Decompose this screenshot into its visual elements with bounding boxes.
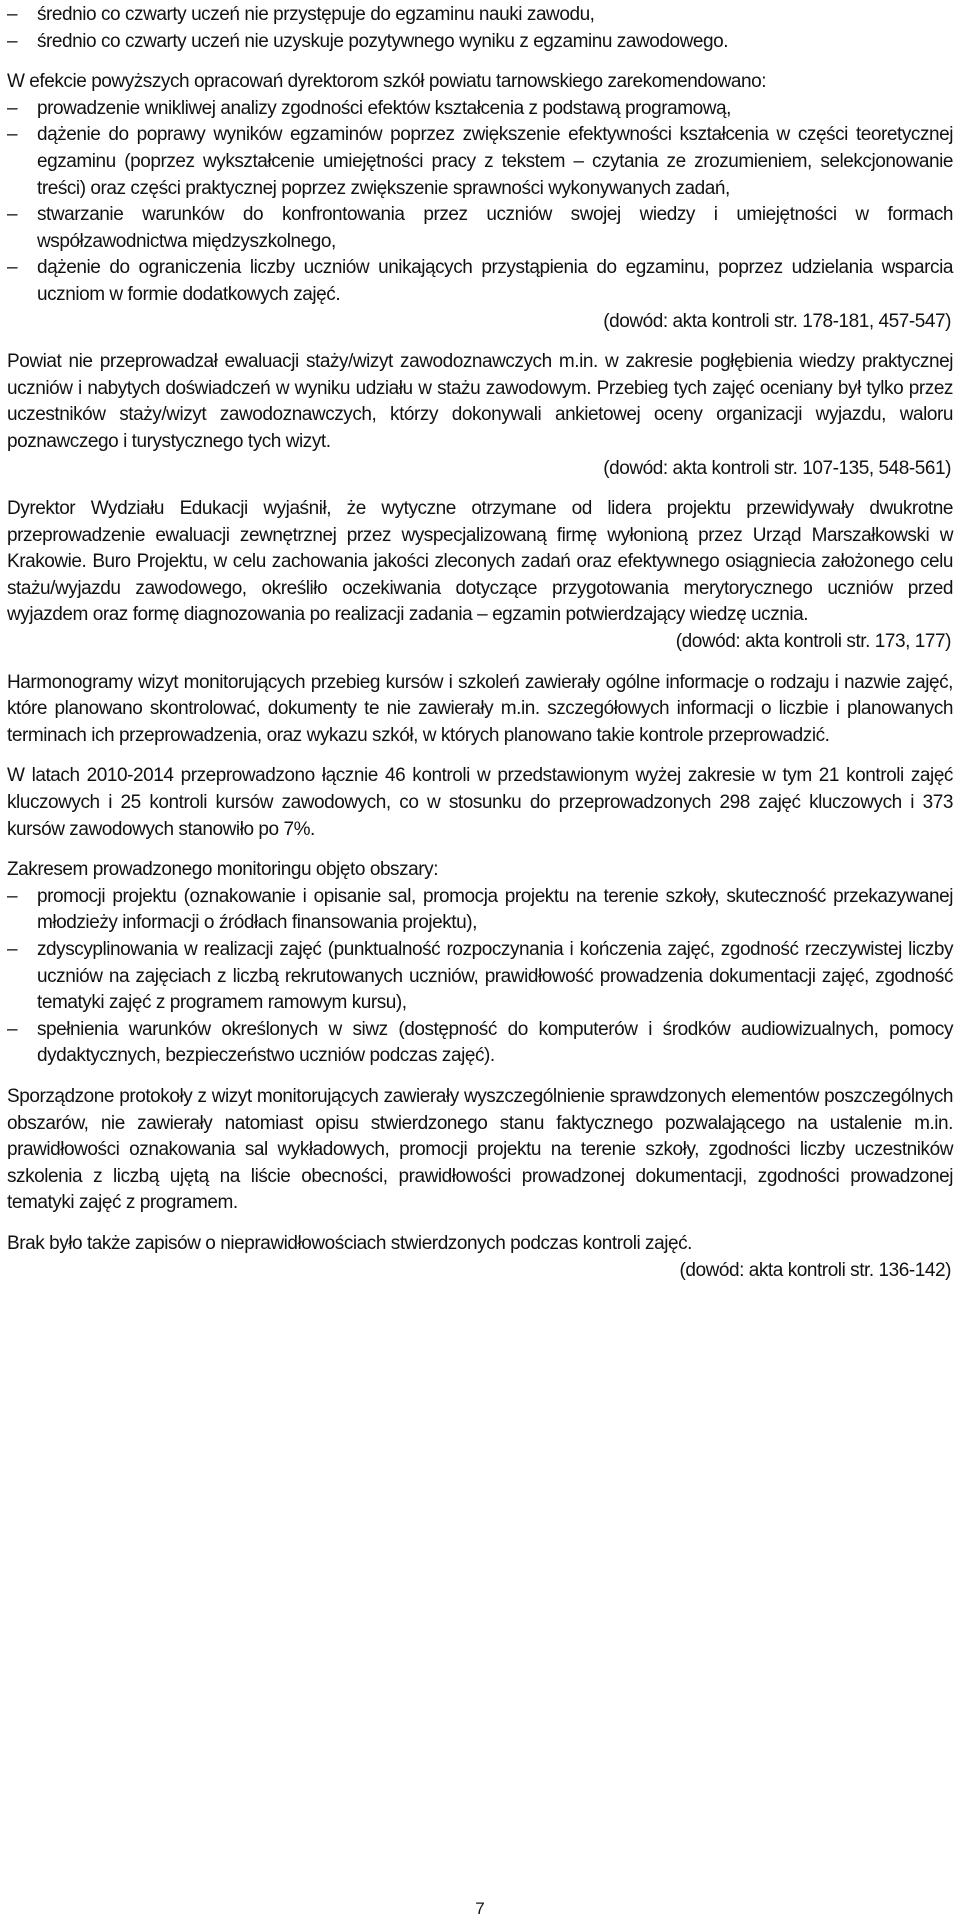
- dash-marker: –: [7, 1018, 18, 1040]
- paragraph-recommendations-intro: W efekcie powyższych opracowań dyrektorom szkół powiatu tarnowskiego zarekomendowano:: [7, 71, 767, 93]
- evidence-citation: (dowód: akta kontroli str. 178-181, 457-547): [603, 310, 951, 332]
- paragraph-monitoring-schedules: Harmonogramy wizyt monitorujących przebieg kursów i szkoleń zawierały ogólne informacje o rodzaju i nazwie zajęć, które planowano skontrolować, dokumenty te nie zawierały m.in. szczegółowych informacji o liczbie i planowanych terminach ich przeprowadzenia, oraz wykazu szkół, w których planowano takie kontrole przeprowadzić.: [7, 671, 953, 746]
- list-item: [7, 1017, 953, 1070]
- dash-marker: –: [7, 257, 18, 279]
- list-item: [7, 29, 953, 56]
- dash-marker: –: [7, 4, 18, 25]
- page-number: 7: [475, 1899, 485, 1918]
- evidence-citation: (dowód: akta kontroli str. 173, 177): [675, 631, 951, 653]
- paragraph-director-explanation: Dyrektor Wydziału Edukacji wyjaśnił, że wytyczne otrzymane od lidera projektu przewidywały dwukrotne przeprowadzenie ewaluacji zewnętrznej przez wyspecjalizowaną firmę wyłonioną przez Urząd Marszałkowski w Krakowie. Buro Projektu, w celu zachowania jakości zleconych zadań oraz efektywnego osiągniecia założonego celu stażu/wyjazdu zawodowego, określiło oczekiwania dotyczące przygotowania merytorycznego uczniów przed wyjazdem oraz formę diagnozowania po realizacji zadania – egzamin potwierdzający wiedzę ucznia.: [7, 498, 953, 626]
- document-body: [7, 2, 953, 1284]
- list-item-text: dążenie do ograniczenia liczby uczniów unikających przystąpienia do egzaminu, poprzez udzielania wsparcia uczniom w formie dodatkowych zajęć.: [37, 257, 953, 305]
- recommendations-list: [7, 96, 953, 309]
- paragraph-monitoring-scope: Zakresem prowadzonego monitoringu objęto obszary:: [7, 859, 439, 881]
- list-item: [7, 255, 953, 308]
- list-item-text: dążenie do poprawy wyników egzaminów poprzez zwiększenie efektywności kształcenia w części teoretycznej egzaminu (poprzez wykształcenie umiejętności pracy z tekstem – czytania ze zrozumieniem, selekcjonowanie treści) oraz części praktycznej poprzez zwiększenie sprawności wykonywanych zadań,: [37, 124, 953, 199]
- paragraph-no-irregularities: Brak było także zapisów o nieprawidłowościach stwierdzonych podczas kontroli zajęć.: [7, 1232, 692, 1254]
- monitoring-scope-list: [7, 884, 953, 1070]
- list-item: [7, 2, 953, 29]
- paragraph-evaluation: Powiat nie przeprowadzał ewaluacji staży/wizyt zawodoznawczych m.in. w zakresie pogłębienia wiedzy praktycznej uczniów i nabytych doświadczeń w wyniku udziału w stażu zawodowym. Przebieg tych zajęć oceniany był tylko przez uczestników staży/wizyt zawodoznawczych, którzy dokonywali ankietowej oceny organizacji wyjazdu, waloru poznawczego i turystycznego tych wizyt.: [7, 351, 953, 452]
- list-item-text: średnio co czwarty uczeń nie uzyskuje pozytywnego wyniku z egzaminu zawodowego.: [37, 30, 729, 52]
- list-item-text: spełnienia warunków określonych w siwz (dostępność do komputerów i środków audiowizualnych, pomocy dydaktycznych, bezpieczeństwo uczniów podczas zajęć).: [37, 1018, 953, 1067]
- dash-marker: –: [7, 124, 18, 146]
- dash-marker: –: [7, 97, 18, 119]
- list-item-text: zdyscyplinowania w realizacji zajęć (punktualność rozpoczynania i kończenia zajęć, zgodność rzeczywistej liczby uczniów na zajęciach z liczbą rekrutowanych uczniów, prawidłowość prowadzenia dokumentacji zajęć, zgodność tematyki zajęć z programem ramowym kursu),: [37, 939, 953, 1014]
- paragraph-protocols: Sporządzone protokoły z wizyt monitorujących zawierały wyszczególnienie sprawdzonych elementów poszczególnych obszarów, nie zawierały natomiast opisu stwierdzonego stanu faktycznego pozwalającego na ustalenie m.in. prawidłowości oznakowania sal wykładowych, promocji projektu na terenie szkoły, zgodności liczby uczestników szkolenia z liczbą ujętą na liście obecności, prawidłowości prowadzonej dokumentacji, zgodności prowadzonej tematyki zajęć z programem.: [7, 1085, 953, 1214]
- evidence-citation: (dowód: akta kontroli str. 136-142): [679, 1259, 951, 1281]
- paragraph-inspection-counts: W latach 2010-2014 przeprowadzono łącznie 46 kontroli w przedstawionym wyżej zakresie w tym 21 kontroli zajęć kluczowych i 25 kontroli kursów zawodowych, co w stosunku do przeprowadzonych 298 zajęć kluczowych i 373 kursów zawodowych stanowiło po 7%.: [7, 765, 953, 840]
- list-item: [7, 937, 953, 1017]
- dash-marker: –: [7, 30, 18, 52]
- evidence-citation: (dowód: akta kontroli str. 107-135, 548-561): [603, 457, 951, 479]
- list-item-text: stwarzanie warunków do konfrontowania przez uczniów swojej wiedzy i umiejętności w formach współzawodnictwa międzyszkolnego,: [37, 204, 953, 252]
- list-item-text: prowadzenie wnikliwej analizy zgodności efektów kształcenia z podstawą programową,: [37, 97, 731, 119]
- list-item: [7, 884, 953, 937]
- list-item-text: średnio co czwarty uczeń nie przystępuje do egzaminu nauki zawodu,: [37, 4, 595, 25]
- list-item: [7, 202, 953, 255]
- dash-marker: –: [7, 204, 18, 226]
- list-item: [7, 122, 953, 202]
- dash-marker: –: [7, 939, 18, 960]
- list-item-text: promocji projektu (oznakowanie i opisanie sal, promocja projektu na terenie szkoły, skuteczność przekazywanej młodzieży informacji o źródłach finansowania projektu),: [37, 885, 953, 934]
- dash-marker: –: [7, 885, 18, 907]
- list-item: [7, 96, 953, 123]
- exam-stats-list: [7, 2, 953, 55]
